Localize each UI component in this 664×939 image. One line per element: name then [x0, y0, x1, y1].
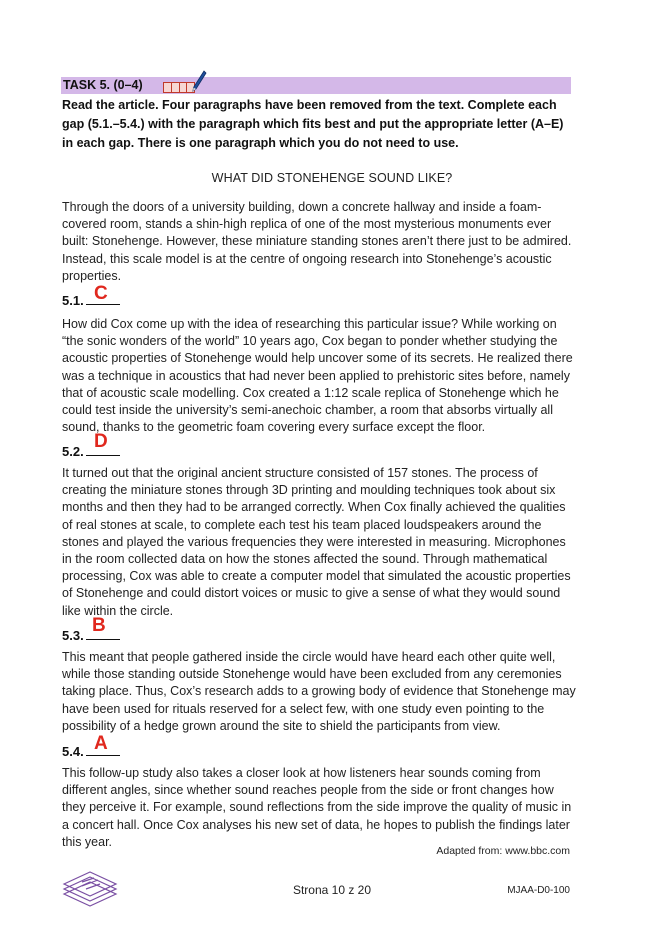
paragraph-3: This meant that people gathered inside the circle would have heard each other quite well, while those standing outside Stonehenge would have been excluded from any ceremonies taking place. Thus, Cox’s research adds to a growing body of evidence that Stonehenge may have been used for rituals reserved for a select few, with one study even pointing to the possibility of a hedge grown around the site to shield the participants from view.	[62, 650, 576, 733]
paragraph-1: How did Cox come up with the idea of researching this particular issue? While working on “the sonic wonders of the world” 10 years ago, Cox began to ponder whether studying the acoustic properties of Stonehenge would help uncover some of its secrets. He realized there was a technique in acoustics that had never been applied to prehistoric sites before, namely that of acoustic scale modelling. Cox created a 1:12 scale replica of Stonehenge which he could test inside the university’s semi-anechoic chamber, a room that absorbs virtually all sound, thanks to the geometric foam covering every surface except the floor.	[62, 317, 573, 435]
source-credit: Adapted from: www.bbc.com	[436, 845, 570, 857]
gap-5-2[interactable]	[62, 443, 120, 460]
paragraph-4: This follow-up study also takes a closer look at how listeners hear sounds coming from different angles, since whether sound reaches people from the side or front changes how they perceive it. For example, sound reflections from the side improve the quality of music in a concert hall. Once Cox analyses his new set of data, he hopes to publish the findings later this year.	[62, 766, 572, 849]
gap-label: 5.2.	[62, 444, 84, 459]
gap-label: 5.1.	[62, 293, 84, 308]
gap-answer: D	[94, 431, 108, 452]
gap-label: 5.4.	[62, 744, 84, 759]
page-number: Strona 10 z 20	[292, 883, 372, 897]
gap-5-1[interactable]	[62, 292, 120, 309]
gap-answer: B	[92, 615, 106, 636]
article-title: WHAT DID STONEHENGE SOUND LIKE?	[211, 171, 453, 185]
gap-answer: C	[94, 283, 108, 304]
gap-5-3[interactable]	[62, 627, 120, 644]
exam-code: MJAA-D0-100	[507, 885, 570, 896]
gap-5-4[interactable]	[62, 743, 120, 760]
pen-icon	[191, 70, 207, 92]
task-instructions: Read the article. Four paragraphs have been removed from the text. Complete each gap (5.1.–5.4.) with the paragraph which fits best and put the appropriate letter (A–E) in each gap. There is one paragraph which you do not need to use.	[62, 98, 564, 150]
gap-answer: A	[94, 733, 108, 754]
task-label: TASK 5. (0–4)	[63, 78, 143, 92]
paragraph-2: It turned out that the original ancient structure consisted of 157 stones. The process of creating the miniature stones through 3D printing and moulding techniques took about six months and then they had to be arranged correctly. When Cox finally achieved the qualities of real stones at scale, to complete each test his team placed loudspeakers around the stones and played the various frequencies they were interested in measuring. Microphones in the room collected data on how the stones affected the sound. Through mathematical processing, Cox was able to create a computer model that simulated the acoustic properties of Stonehenge and could distort voices or music to give a sense of what they would sound like within the circle.	[62, 466, 571, 618]
article-intro: Through the doors of a university building, down a concrete hallway and inside a foam-covered room, stands a shin-high replica of one of the most mysterious monuments ever built: Stonehenge. However, these miniature standing stones aren’t there just to be admired. Instead, this scale model is at the centre of ongoing research into Stonehenge’s acoustic properties.	[62, 200, 572, 283]
gap-label: 5.3.	[62, 628, 84, 643]
